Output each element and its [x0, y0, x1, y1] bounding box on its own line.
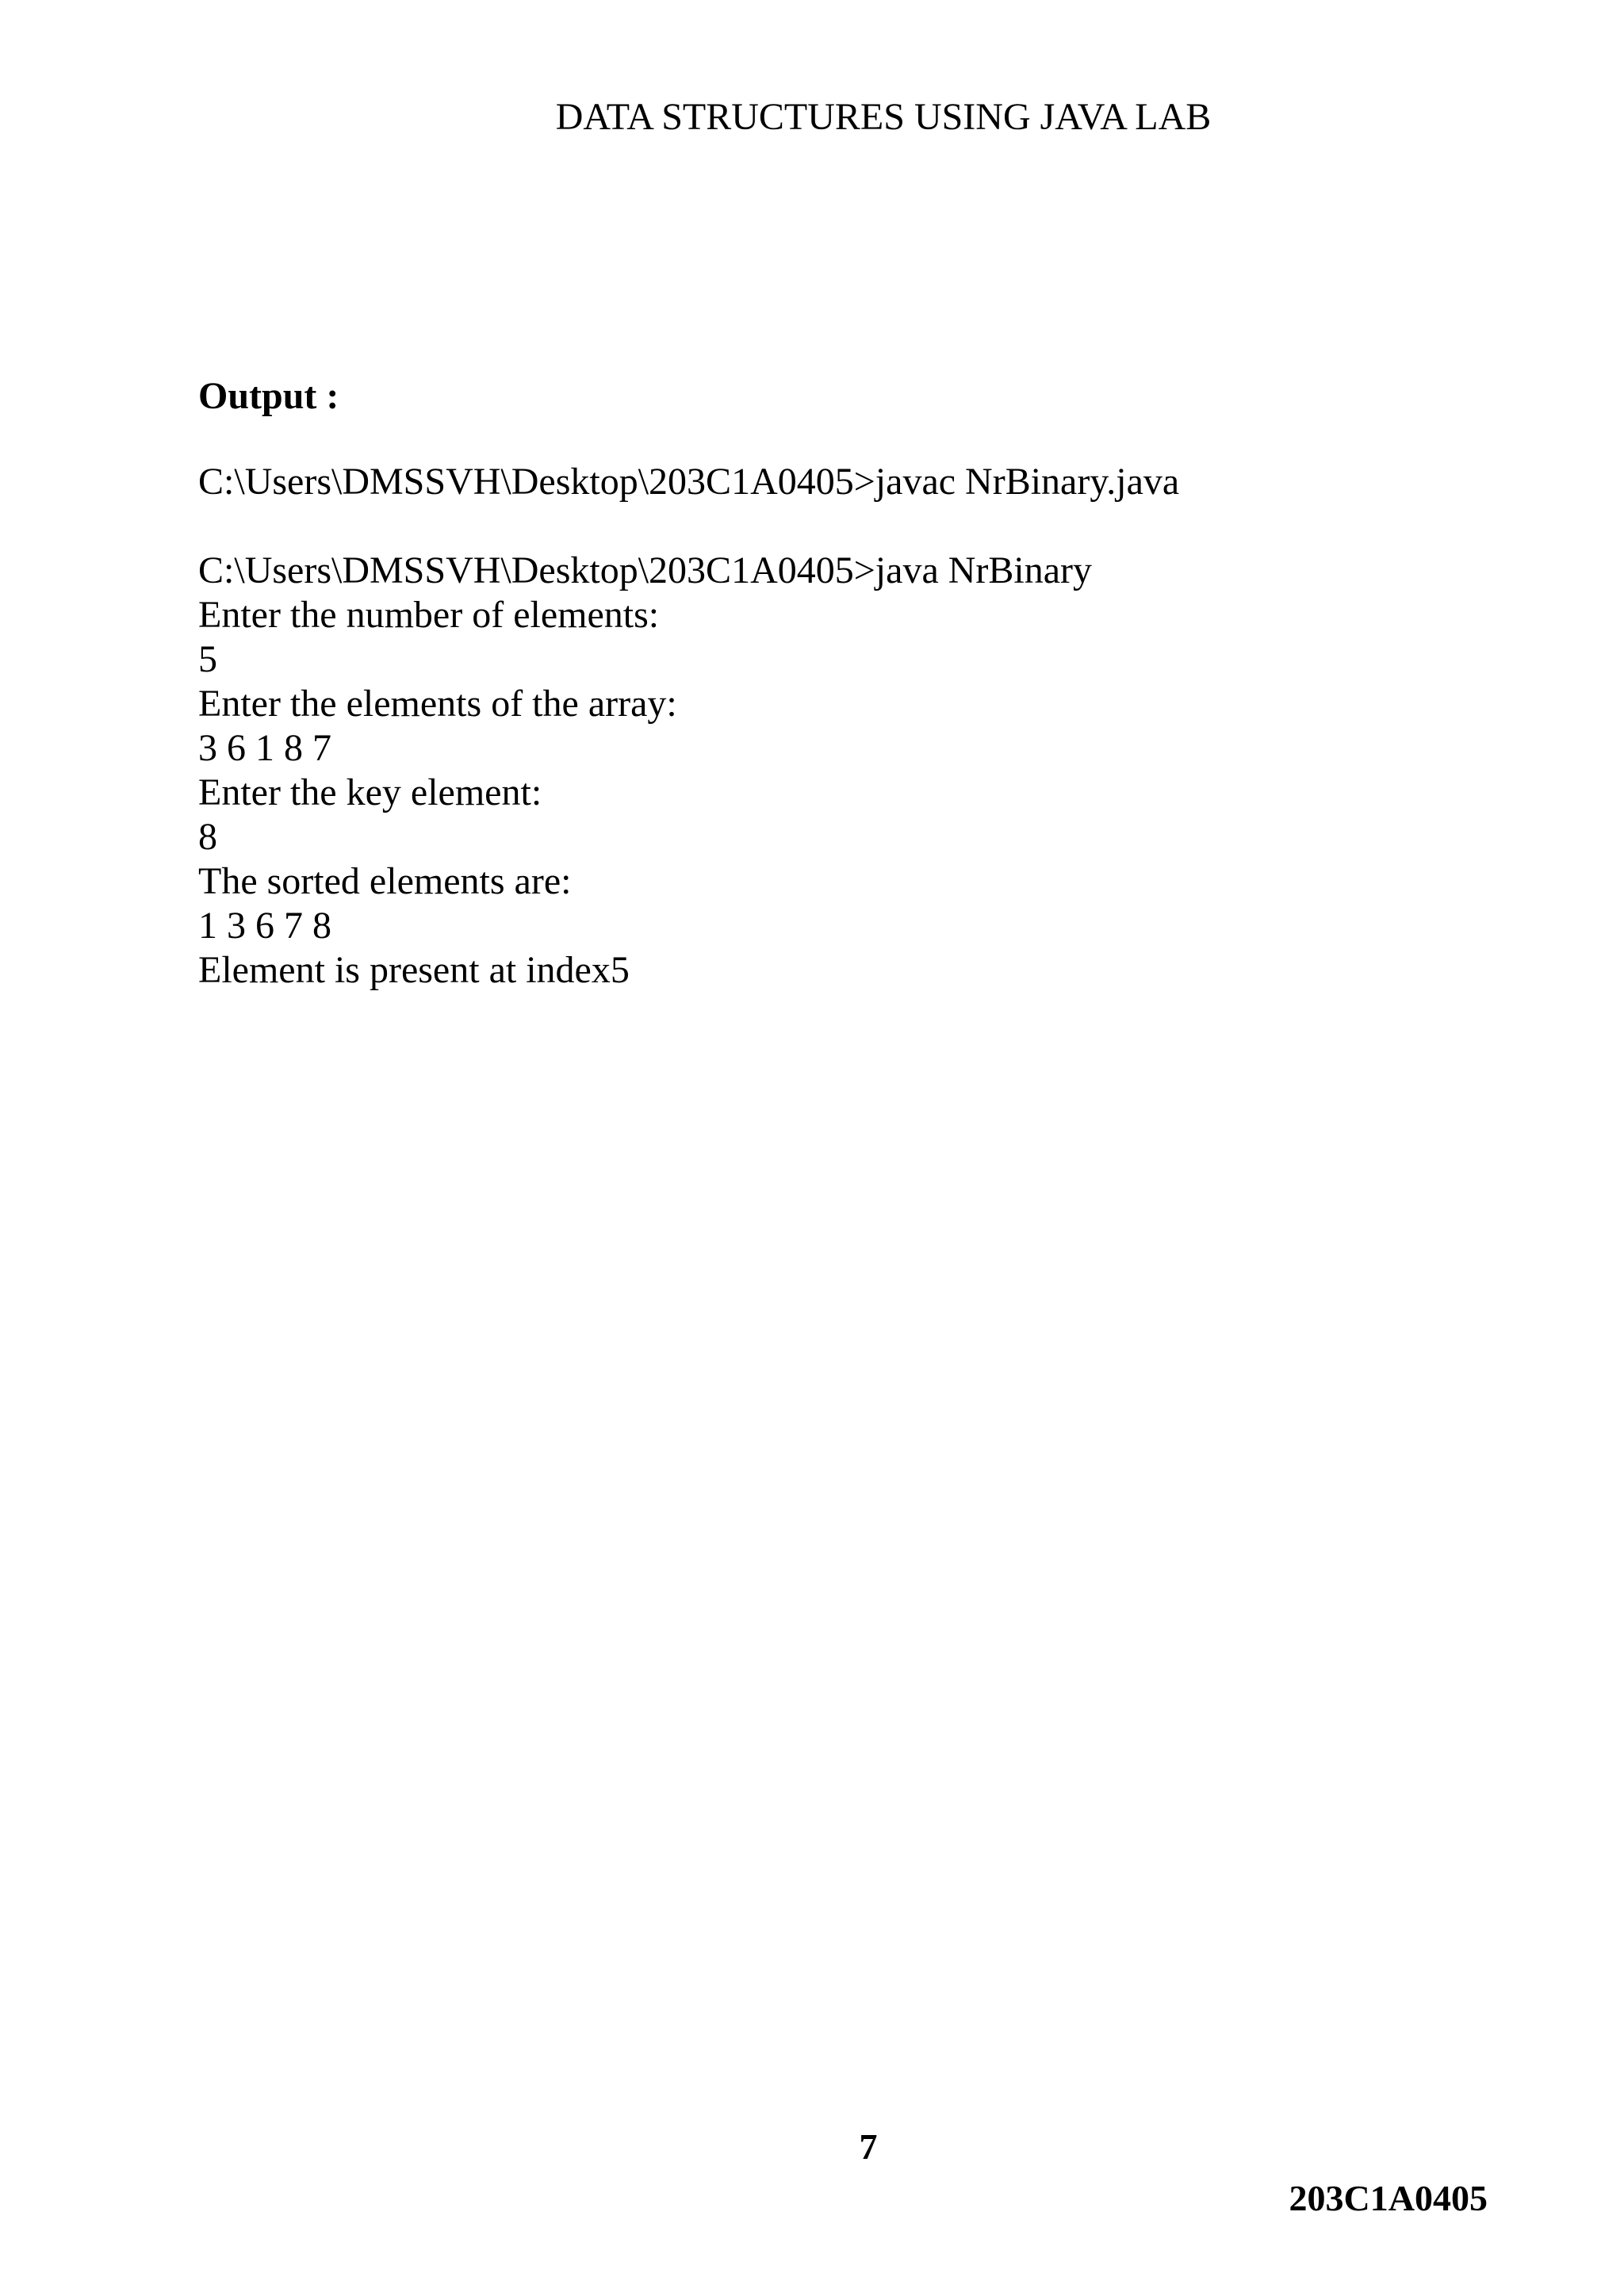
- page-header-title: DATA STRUCTURES USING JAVA LAB: [555, 96, 1212, 138]
- console-line-sorted-label: The sorted elements are:: [198, 860, 572, 902]
- roll-number: 203C1A0405: [1289, 2178, 1488, 2218]
- console-line-input-count: 5: [198, 638, 217, 680]
- console-output: [198, 460, 1179, 993]
- console-line-result: Element is present at index5: [198, 949, 630, 991]
- console-line-input-elements: 3 6 1 8 7: [198, 727, 331, 769]
- output-heading: Output :: [198, 375, 339, 417]
- page-number: 7: [859, 2126, 878, 2167]
- console-line-sorted-values: 1 3 6 7 8: [198, 905, 331, 947]
- console-line-prompt-count: Enter the number of elements:: [198, 594, 660, 636]
- console-line-blank: [198, 504, 1179, 549]
- console-line-prompt-key: Enter the key element:: [198, 771, 542, 813]
- console-line-prompt-elements: Enter the elements of the array:: [198, 683, 677, 725]
- console-line-compile-command: C:\Users\DMSSVH\Desktop\203C1A0405>javac NrBinary.java: [198, 461, 1180, 503]
- console-line-input-key: 8: [198, 816, 217, 858]
- console-line-run-command: C:\Users\DMSSVH\Desktop\203C1A0405>java NrBinary: [198, 549, 1093, 591]
